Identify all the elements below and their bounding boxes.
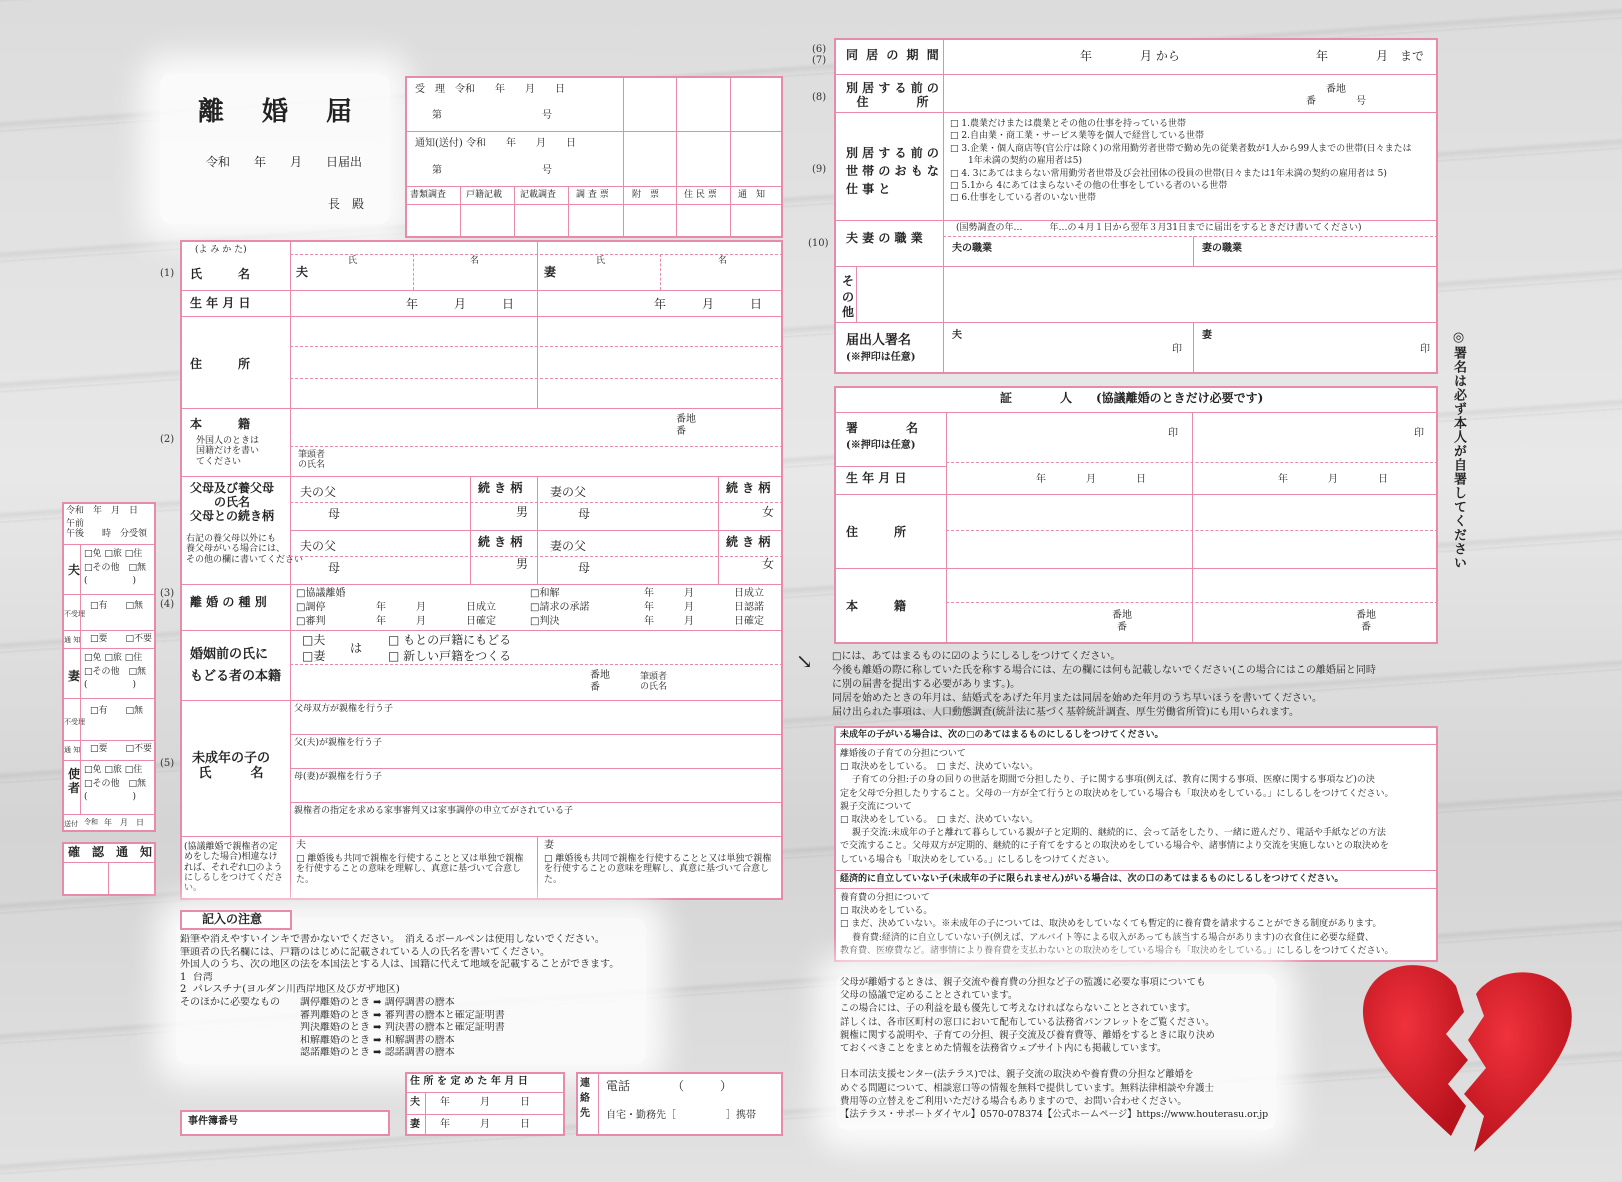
occupation-note: (国勢調査の年… 年…の４月１日から翌年３月31日までに届出をするときだけ書いてください) xyxy=(956,223,1362,233)
receipt-line: 受 理 令和 年 月 日 xyxy=(415,84,565,95)
parents-note: 右記の養父母以外にも 養父母がいる場合には、 その他の欄に書いてください xyxy=(186,534,304,565)
side-user-opts[interactable]: □免 □旅 □住 □その他 □無 ( ) xyxy=(84,765,147,802)
wife-sei: 氏 xyxy=(596,256,606,266)
other-label: そ の 他 xyxy=(842,274,855,320)
side-reiwa: 令和 xyxy=(84,818,98,826)
receipt-number: 第 号 xyxy=(432,110,552,121)
help-line: 日本司法支援センター(法テラス)では、親子交流の取決めや養育費の分担など離婚を xyxy=(840,1069,1194,1081)
info-line: 今後も離婚の際に称していた氏を称する場合には、左の欄には何も記載しないでください(この場合にはこの離婚届と同時 xyxy=(832,665,1376,676)
husband-zoku2-male: 男 xyxy=(516,557,529,571)
help-line: 父母の協議で定めることとされています。 xyxy=(840,990,1018,1002)
birth-label: 生 年 月 日 xyxy=(190,296,251,310)
minor-line: 親子交流について xyxy=(840,801,912,812)
return-label: 婚姻前の氏に もどる者の本籍 xyxy=(190,647,282,685)
return-husband[interactable]: □夫 xyxy=(302,633,326,647)
office-col-2: 戸籍記載 xyxy=(466,190,503,200)
sec3-number: (3) (4) xyxy=(160,588,175,610)
r9-number: (9) xyxy=(812,164,827,175)
joint-husband: 夫 xyxy=(296,840,306,851)
wife-name-label: 妻 xyxy=(544,265,557,279)
wakai-date: 年 月 日成立 xyxy=(644,588,764,599)
honseki-hittosha: 筆頭者 の氏名 xyxy=(298,450,326,471)
economic-head: 経済的に自立していない子(未成年の子に限られません)がいる場合は、次の口のあてはまるものにしるしをつけてください。 xyxy=(840,874,1344,884)
note-line: 和解離婚のとき ➡ 和解調書の謄本 xyxy=(180,1034,455,1046)
cohabit-to: 年 月 まで xyxy=(1316,49,1425,63)
side-sofu: 送付 xyxy=(64,820,78,828)
witness-honseki-label: 本 籍 xyxy=(846,599,907,613)
joint-wife: 妻 xyxy=(544,840,554,851)
side-ym: 年 月 日 xyxy=(104,818,144,827)
note-line: 認諾離婚のとき ➡ 認諾調書の謄本 xyxy=(180,1047,455,1059)
form-title: 離 婚 届 xyxy=(198,97,359,127)
minor-children-label: 未成年の子の 氏 名 xyxy=(192,751,271,781)
husband-zoku2: 続 き 柄 xyxy=(478,535,523,549)
witness2-birth: 年 月 日 xyxy=(1278,474,1388,485)
side-husband: 夫 xyxy=(68,563,81,577)
witness-birth-label: 生 年 月 日 xyxy=(846,471,907,485)
household-options[interactable] xyxy=(950,118,1434,205)
minor-line: 離婚後の子育ての分担について xyxy=(840,749,966,759)
arrow-icon: ↘ xyxy=(796,649,813,673)
side-husband-opts[interactable]: □免 □旅 □住 □その他 □無 ( ) xyxy=(84,549,147,586)
office-col-7: 通 知 xyxy=(738,190,766,200)
parents-label: 父母及び養父母 の氏名 父母との続き柄 xyxy=(190,481,275,523)
note-line: 筆頭者の氏名欄には、戸籍のはじめに記載されている人の氏名を書いてください。 xyxy=(180,946,550,958)
help-line: この場合には、子の利益を最も優先して考えなければならないこととされています。 xyxy=(840,1003,1196,1015)
minor-line[interactable]: □ 取決めをしている。 □ まだ、決めていない。 xyxy=(840,815,1039,826)
household-option[interactable]: □ 3.企業・個人商店等(官公庁は除く)の常用勤労者世帯で勤め先の従業者数が1人から99人までの世帯(日々または xyxy=(950,143,1412,154)
prev-address-banchi: 番地 番 号 xyxy=(1306,84,1366,107)
mother-custody-children: 母(妻)が親権を行う子 xyxy=(294,772,383,782)
broken-heart-icon xyxy=(1356,956,1586,1156)
witness-address-label: 住 所 xyxy=(846,525,907,539)
r8-number: (8) xyxy=(812,92,827,103)
r6-number: (6) (7) xyxy=(812,44,827,66)
return-hittosha: 筆頭者 の氏名 xyxy=(640,672,668,693)
main-form xyxy=(180,240,783,900)
economic-lines[interactable] xyxy=(840,892,1434,958)
notice-line: 通知(送付) 令和 年 月 日 xyxy=(415,138,576,149)
minor-line: 定を父母で分担したりすること。父母の一方が全て行うとの取決めをしている場合も「取決めをしている。」にしるしをつけてください。 xyxy=(840,788,1394,799)
address-date-wife-ymd: 年 月 日 xyxy=(440,1119,530,1130)
side-wife-fujuri: 不受理 xyxy=(64,718,85,726)
yomikata-label: (よ み か た) xyxy=(195,245,247,255)
side-wife: 妻 xyxy=(68,669,81,683)
occupation-label: 夫 妻 の 職 業 xyxy=(846,231,923,245)
contact-phone[interactable]: 電話 （ ） xyxy=(606,1079,733,1093)
office-col-6: 住 民 票 xyxy=(684,190,717,200)
witness-form xyxy=(834,386,1438,644)
note-line: そのほかに必要なもの 調停離婚のとき ➡ 調停調書の謄本 xyxy=(180,996,455,1008)
contact-label: 連 絡 先 xyxy=(580,1078,590,1119)
witness2-seal: 印 xyxy=(1414,428,1424,439)
case-number-label: 事件簿番号 xyxy=(188,1116,238,1127)
husband-name-label: 夫 xyxy=(296,265,309,279)
witness1-banchi: 番地 番 xyxy=(1112,610,1132,633)
opt-wakai[interactable]: □和解 xyxy=(530,588,560,599)
wife-mother-2: 母 xyxy=(578,561,591,575)
opt-kyogi[interactable]: □協議離婚 xyxy=(296,588,346,599)
office-col-5: 附 票 xyxy=(632,190,660,200)
household-option[interactable]: □ 2.自由業・商工業・サービス業等を個人で経営している世帯 xyxy=(950,131,1204,142)
wife-mei: 名 xyxy=(718,256,728,266)
side-husband-juju[interactable]: □有 □無 xyxy=(90,601,144,611)
witness2-banchi: 番地 番 xyxy=(1356,610,1376,633)
office-col-3: 記載調査 xyxy=(520,190,557,200)
economic-line[interactable]: □ 取決めをしている。 xyxy=(840,906,933,917)
opt-seikyu[interactable]: □請求の承諾 xyxy=(530,602,590,613)
husband-birth: 年 月 日 xyxy=(406,297,515,311)
husband-mother: 母 xyxy=(328,507,341,521)
contact-work[interactable]: 自宅・勤務先［ ］携帯 xyxy=(606,1110,756,1121)
office-box xyxy=(405,76,783,238)
prev-address-label: 別 居 す る 前 の 住 所 xyxy=(846,81,939,109)
address-date-husband: 夫 xyxy=(410,1097,420,1108)
husband-zoku1-male: 男 xyxy=(516,505,529,519)
notice-number: 第 号 xyxy=(432,165,552,176)
info-lines xyxy=(832,650,1432,720)
minor-lines[interactable] xyxy=(840,748,1434,867)
note-line: 鉛筆や消えやすいインキで書かないでください。 消えるボールペンは使用しないでください。 xyxy=(180,934,605,945)
witness-title: 証 人 (協議離婚のときだけ必要です) xyxy=(1000,391,1264,405)
opt-hanketsu[interactable]: □判決 xyxy=(530,616,560,627)
note-line: 2 パレスチナ(ヨルダン川西岸地区及びガザ地区) xyxy=(180,984,400,996)
signer-husband: 夫 xyxy=(952,330,962,341)
minor-line: 子育ての分担:子の身の回りの世話を期間で分担したり、子に関する事項(例えば、教育に関する事項、医療に関する事項など)の決 xyxy=(840,775,1375,786)
side-husband-fujuri: 不受理 xyxy=(64,610,85,618)
minor-line: 親子交流:未成年の子と離れて暮らしている親が子と定期的、継続的に、会って話をしたり、一緒に遊んだり、電話や手紙などの方法 xyxy=(840,828,1386,839)
signer-wife-seal: 印 xyxy=(1420,344,1430,355)
joint-husband-text[interactable]: □ 離婚後も共同で親権を行使することと又は単独で親権を行使することの意味を理解し、真意に基づいて合意した。 xyxy=(296,854,524,885)
economic-line: 教育費、医療費など。諸事情により養育費を支払わないとの取決めをしている場合も「取決めをしている。」にしるしをつけてください。 xyxy=(840,945,1394,956)
return-banchi: 番地 番 xyxy=(590,670,610,693)
signer-wife: 妻 xyxy=(1202,330,1212,341)
joint-wife-text[interactable]: □ 離婚後も共同で親権を行使することと又は単独で親権を行使することの意味を理解し、真意に基づいて合意した。 xyxy=(544,854,772,885)
r10-number: (10) xyxy=(808,238,829,249)
side-husband-tsuchi: 通 知 xyxy=(64,636,81,644)
help-line: 父母が離婚するときは、親子交流や養育費の分担など子の監護に必要な事項についても xyxy=(840,977,1206,988)
return-wa: は xyxy=(350,641,363,655)
help-line: ておくべきことをまとめた情報を法務省ウェブサイト内にも掲載しています。 xyxy=(840,1043,1167,1055)
divorce-type-label: 離 婚 の 種 別 xyxy=(190,595,267,609)
hanketsu-date: 年 月 日確定 xyxy=(644,616,764,627)
address-date-wife: 妻 xyxy=(410,1119,420,1130)
household-option[interactable]: □ 6.仕事をしている者のいない世帯 xyxy=(950,193,1096,204)
minor-head: 未成年の子がいる場合は、次の□のあてはまるものにしるしをつけてください。 xyxy=(840,730,1164,740)
husband-mother-2: 母 xyxy=(328,561,341,575)
father-custody-children: 父(夫)が親権を行う子 xyxy=(294,738,383,748)
signer-husband-seal: 印 xyxy=(1172,344,1182,355)
minor-line: で交流すること。父母双方が定期的、継続的に子育てをするとの取決めをしている場合や、諸事情により交流を実施しないとの取決めを xyxy=(840,841,1389,852)
help-line: 詳しくは、各市区町村の窓口において配布している法務省パンフレットをご覧ください。 xyxy=(840,1016,1215,1028)
return-opt1[interactable]: □ もとの戸籍にもどる xyxy=(388,633,512,647)
sec1-number: (1) xyxy=(160,268,175,279)
side-wife-opts[interactable]: □免 □旅 □住 □その他 □無 ( ) xyxy=(84,653,147,690)
info-line: 同居を始めたときの年月は、結婚式をあげた年月または同居を始めた年月のうち早いほうを書いてください。 xyxy=(832,693,1322,704)
household-option[interactable]: □ 4. 3にあてはまらない常用勤労者世帯及び会社団体の役員の世帯(日々または1年未満の契約の雇用者は 5) xyxy=(950,168,1387,179)
cohabit-from: 年 月 から xyxy=(1080,49,1180,63)
signer-label: 届出人署名 xyxy=(846,333,912,348)
household-option[interactable]: □ 1.農業だけまたは農業とその他の仕事を持っている世帯 xyxy=(950,119,1186,129)
address-date-husband-ymd: 年 月 日 xyxy=(440,1097,530,1108)
return-opt2[interactable]: □ 新しい戸籍をつくる xyxy=(388,649,512,663)
office-col-1: 書類調査 xyxy=(410,190,447,200)
pending-custody-children: 親権者の指定を求める家事審判又は家事調停の申立てがされている子 xyxy=(294,806,574,816)
shinpan-date: 年 月 日確定 xyxy=(376,616,496,627)
witness1-birth: 年 月 日 xyxy=(1036,474,1146,485)
minor-line[interactable]: □ 取決めをしている。 □ まだ、決めていない。 xyxy=(840,762,1039,773)
side-husband-yo[interactable]: □要 □不要 xyxy=(90,634,153,644)
office-col-4: 調 査 票 xyxy=(576,190,609,200)
minor-line: している場合も「取決めをしている。」にしるしをつけてください。 xyxy=(840,854,1115,865)
witness-sign-note: (※押印は任意) xyxy=(846,440,916,451)
husband-father: 夫の父 xyxy=(300,485,337,499)
side-wife-yo[interactable]: □要 □不要 xyxy=(90,744,153,754)
sec2-number: (2) xyxy=(160,434,175,445)
signer-note: (※押印は任意) xyxy=(846,352,916,363)
help-line: 親権に関する説明や、子育ての分担、親子交流及び養育費等、離婚をするときに取り決め xyxy=(840,1029,1215,1041)
confirm-label: 確 認 通 知 xyxy=(68,845,153,859)
filing-date: 令和 年 月 日届出 xyxy=(206,155,363,169)
wife-birth: 年 月 日 xyxy=(654,297,763,311)
honseki-banchi: 番地 番 xyxy=(676,414,696,437)
side-wife-tsuchi: 通 知 xyxy=(64,746,81,754)
husband-zoku1: 続 き 柄 xyxy=(478,481,523,495)
help-lines xyxy=(840,976,1280,1121)
economic-line: 養育費の分担について xyxy=(840,893,930,903)
opt-chotei[interactable]: □調停 xyxy=(296,602,326,613)
wife-zoku1-female: 女 xyxy=(762,505,775,519)
note-line: 審判離婚のとき ➡ 審判書の謄本と確定証明書 xyxy=(180,1009,505,1021)
wife-father-2: 妻の父 xyxy=(550,539,587,553)
husband-mei: 名 xyxy=(470,256,480,266)
economic-line: 養育費:経済的に自立していない子(例えば、アルバイト等による収入があっても該当する場合があります)の衣食住に必要な経費、 xyxy=(840,932,1374,943)
seikyu-date: 年 月 日認諾 xyxy=(644,602,764,613)
husband-sei: 氏 xyxy=(348,256,358,266)
notes-title: 記入の注意 xyxy=(202,912,263,926)
side-ampm: 午前 午後 時 分受領 xyxy=(66,519,148,540)
household-work-label: 別 居 す る 前 の 世 帯 の お も な 仕 事 と xyxy=(846,146,939,196)
wife-father: 妻の父 xyxy=(550,485,587,499)
note-line: 1 台湾 xyxy=(180,971,213,983)
honseki-note: 外国人のときは 国籍だけを書い てください xyxy=(196,436,260,467)
signature-notice: ◎署名は必ず本人が自署してください xyxy=(1451,330,1466,570)
wife-zoku1: 続 き 柄 xyxy=(726,481,771,495)
info-line: に別の届書を提出する必要があります。)。 xyxy=(832,679,1021,690)
info-line: 届け出られた事項は、人口動態調査(統計法に基づく基幹統計調査、厚生労働省所管)にも用いられます。 xyxy=(832,707,1300,718)
note-line: 外国人のうち、次の地区の法を本国法とする人は、国籍に代えて地域を記載することができます。 xyxy=(180,959,620,971)
joint-parents-children: 父母双方が親権を行う子 xyxy=(294,704,394,714)
return-wife[interactable]: □妻 xyxy=(302,649,326,663)
side-user: 使 者 xyxy=(68,767,81,795)
notes-lines xyxy=(180,934,640,1060)
info-line[interactable]: □には、あてはまるものに☑のようにしるしをつけてください。 xyxy=(832,651,1121,662)
husband-occupation: 夫の職業 xyxy=(952,243,992,254)
wife-zoku2: 続 き 柄 xyxy=(726,535,771,549)
opt-shinpan[interactable]: □審判 xyxy=(296,616,326,627)
side-date: 令和 年 月 日 xyxy=(66,506,139,516)
side-wife-juju[interactable]: □有 □無 xyxy=(90,706,144,716)
help-line xyxy=(840,1055,1280,1068)
witness1-seal: 印 xyxy=(1168,428,1178,439)
cohabit-label: 同 居 の 期 間 xyxy=(846,48,941,62)
help-line: 費用等の立替えをご利用いただける場合もありますので、お問い合わせください。 xyxy=(840,1095,1187,1107)
wife-mother: 母 xyxy=(578,507,591,521)
help-line: めぐる問題について、相談窓口等の情報を無料で提供しています。無料法律相談や弁護士 xyxy=(840,1082,1214,1094)
wife-occupation: 妻の職業 xyxy=(1202,243,1242,254)
sec5-number: (5) xyxy=(160,758,175,769)
honseki-label: 本 籍 xyxy=(190,417,251,431)
economic-line[interactable]: □ まだ、決めていない。※未成年の子については、取決めをしていなくても暫定的に養育費を請求することができる制度があります。 xyxy=(840,919,1382,930)
addressee: 長 殿 xyxy=(328,197,365,211)
help-line: 【法テラス・サポートダイヤル】0570-078374【公式ホームページ】https://www.houterasu.or.jp xyxy=(840,1109,1269,1121)
address-label: 住 所 xyxy=(190,357,251,371)
name-label: 氏 名 xyxy=(190,267,251,281)
address-date-label: 住 所 を 定 め た 年 月 日 xyxy=(410,1076,528,1087)
wife-zoku2-female: 女 xyxy=(762,557,775,571)
household-option: 1年未満の契約の雇用者は5) xyxy=(950,156,1082,167)
husband-father-2: 夫の父 xyxy=(300,539,337,553)
witness-sign-label: 署 名 xyxy=(846,421,919,435)
joint-custody-label: (協議離婚で親権者の定めをした場合)相違なければ、それぞれ□のようにしるしをつけてください。 xyxy=(184,842,284,894)
chotei-date: 年 月 日成立 xyxy=(376,602,496,613)
note-line: 判決離婚のとき ➡ 判決書の謄本と確定証明書 xyxy=(180,1022,505,1034)
household-option[interactable]: □ 5.1から 4にあてはまらないその他の仕事をしている者のいる世帯 xyxy=(950,181,1228,192)
